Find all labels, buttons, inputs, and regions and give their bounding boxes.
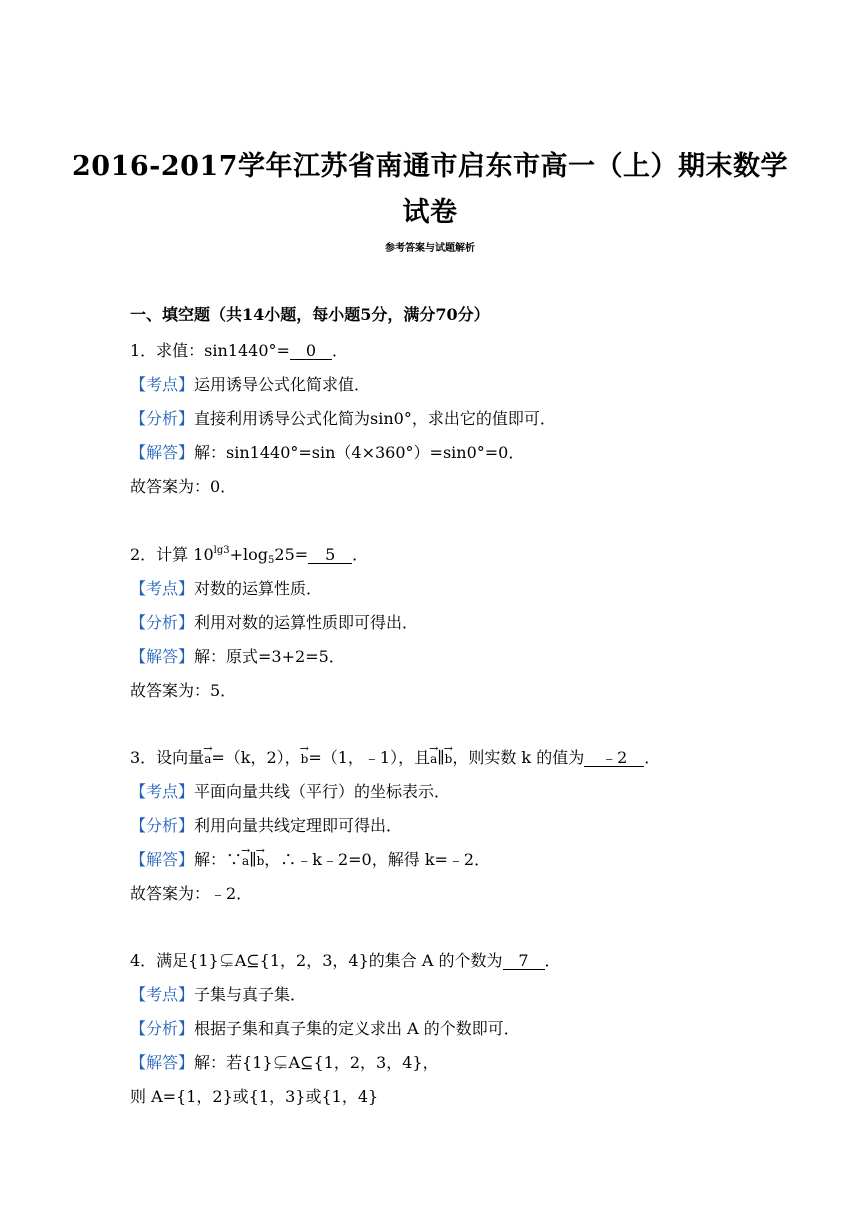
fenxi-tag: 【分析】 [130,816,195,835]
document-title-line2: 试卷 [402,197,458,228]
q3-stem [130,742,661,768]
q1-stem [130,338,348,361]
q2-answer-blank: 5 [308,546,352,564]
vector-a-letter: a [430,752,438,766]
q4-fenxi-text: 根据子集和真子集的定义求出 A 的个数即可． [194,1019,520,1038]
q3-stem-end: ． [644,748,661,767]
q4-stem-end: ． [544,951,561,970]
kaodian-tag: 【考点】 [130,375,195,394]
q2-stem-end: ． [352,545,369,564]
vector-arrow-icon: → [429,742,439,755]
vector-a [203,742,213,766]
q2-kaodian [130,576,322,599]
q1-kaodian-text: 运用诱导公式化简求值． [194,375,371,394]
section-heading: 一、填空题（共14小题，每小题5分，满分70分） [130,305,490,324]
vector-arrow-icon: → [203,742,213,755]
q2-stem-log: +log [229,545,269,564]
vector-b-letter: b [444,752,453,766]
q3-answer: 故答案为：﹣2． [130,884,253,903]
vector-a [241,844,251,868]
kaodian-tag: 【考点】 [130,579,195,598]
q1-fenxi [130,406,556,429]
fenxi-tag: 【分析】 [130,1019,195,1038]
vector-arrow-icon: → [255,844,265,857]
kaodian-tag: 【考点】 [130,782,195,801]
q2-jieda-text: 解：原式=3+2=5． [194,647,345,666]
q3-stem-text: 3．设向量 [130,748,205,767]
q3-stem-b-def: =（1，﹣1），且 [308,748,431,767]
document-subtitle: 参考答案与试题解析 [385,243,475,254]
q3-fenxi-text: 利用向量共线定理即可得出． [194,816,403,835]
q2-exponent: lg3 [213,545,230,556]
q1-stem-end: ． [331,341,348,360]
parallel-symbol: ∥ [249,850,257,869]
parallel-symbol: ∥ [437,748,445,767]
q4-continuation: 则 A={1，2}或{1，3}或{1，4} [130,1087,379,1106]
q2-stem-text: 2．计算 10 [130,545,214,564]
kaodian-tag: 【考点】 [130,985,195,1004]
q4-kaodian-text: 子集与真子集． [194,985,307,1004]
q4-stem-text: 4．满足{1}⊊A⊆{1，2，3，4}的集合 A 的个数为 [130,951,503,970]
q1-answer-blank: 0 [290,342,332,360]
vector-arrow-icon: → [443,742,453,755]
q2-answer: 故答案为：5． [130,681,237,700]
q4-stem [130,948,561,971]
vector-b-letter: b [256,854,265,868]
fenxi-tag: 【分析】 [130,409,195,428]
q1-fenxi-text: 直接利用诱导公式化简为sin0°，求出它的值即可． [194,409,556,428]
jieda-tag: 【解答】 [130,1053,195,1072]
q3-kaodian [130,779,450,802]
q4-jieda-text: 解：若{1}⊊A⊆{1，2，3，4}， [194,1053,439,1072]
q2-kaodian-text: 对数的运算性质． [194,579,323,598]
q1-jieda-text: 解：sin1440°=sin（4×360°）=sin0°=0． [194,443,525,462]
q3-answer-blank: ﹣2 [584,749,644,767]
q2-fenxi [130,610,418,633]
q2-fenxi-text: 利用对数的运算性质即可得出． [194,613,419,632]
vector-b-letter: b [300,752,309,766]
document-title-line1: 2016-2017学年江苏省南通市启东市高一（上）期末数学 [72,151,788,182]
vector-arrow-icon: → [299,742,309,755]
vector-b [299,742,309,766]
vector-a-letter: a [204,752,212,766]
jieda-tag: 【解答】 [130,443,195,462]
q1-kaodian [130,372,370,395]
jieda-tag: 【解答】 [130,850,195,869]
q2-jieda [130,644,345,667]
q3-jieda-rest: ，∴﹣k﹣2=0，解得 k=﹣2． [264,850,491,869]
q1-answer: 故答案为：0． [130,477,237,496]
q1-stem-text: 1．求值：sin1440°= [130,341,290,360]
vector-a-letter: a [242,854,250,868]
q3-stem-a-def: =（k，2）， [211,748,301,767]
vector-a [429,742,439,766]
vector-b [443,742,453,766]
q4-answer-blank: 7 [503,952,545,970]
q2-log-base: 5 [268,555,275,566]
q4-fenxi [130,1016,520,1039]
q3-kaodian-text: 平面向量共线（平行）的坐标表示． [194,782,451,801]
q1-jieda [130,440,524,463]
vector-arrow-icon: → [241,844,251,857]
q2-stem [130,542,368,566]
q3-jieda [130,844,491,870]
q3-fenxi [130,813,402,836]
q4-jieda [130,1050,439,1073]
fenxi-tag: 【分析】 [130,613,195,632]
q4-kaodian [130,982,306,1005]
q2-stem-tail: 25= [274,545,309,564]
q3-stem-ask: ，则实数 k 的值为 [452,748,585,767]
q3-jieda-text: 解：∵ [194,850,243,869]
jieda-tag: 【解答】 [130,647,195,666]
vector-b [255,844,265,868]
